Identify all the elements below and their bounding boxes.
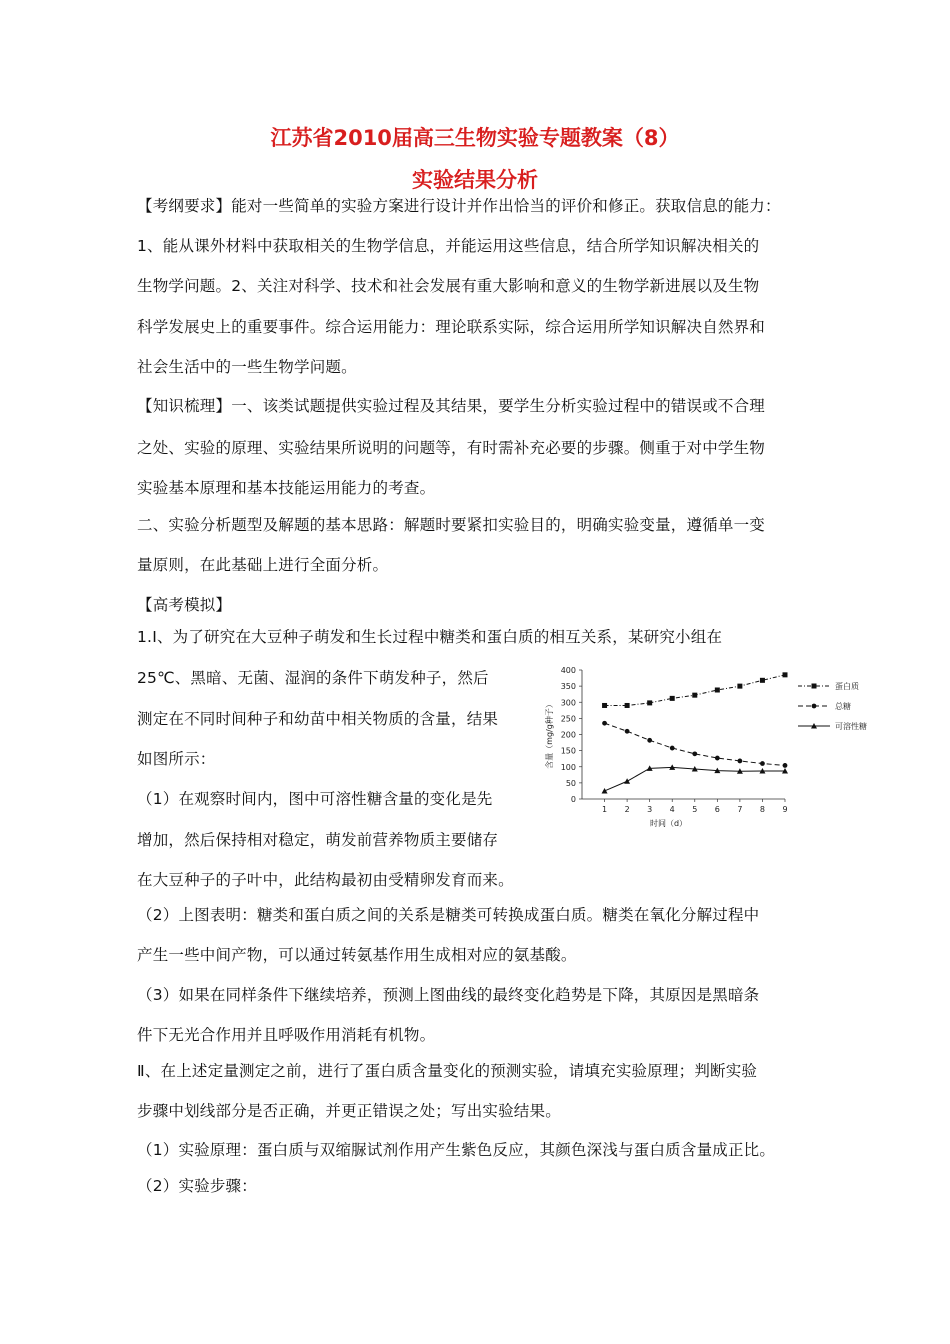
y-tick-label: 350: [560, 682, 576, 692]
data-point: [737, 684, 742, 689]
data-point: [760, 761, 765, 766]
paragraph-line: 25℃、黑暗、无菌、湿润的条件下萌发种子，然后: [137, 669, 489, 687]
paragraph-line: 之处、实验的原理、实验结果所说明的问题等，有时需补充必要的步骤。侧重于对中学生物: [137, 439, 766, 457]
x-tick-label: 6: [714, 805, 720, 814]
data-point: [783, 672, 788, 677]
legend-label: 可溶性糖: [835, 722, 867, 731]
data-point: [760, 678, 765, 683]
x-tick-label: 3: [647, 805, 653, 814]
data-point: [602, 703, 607, 708]
data-point: [602, 788, 608, 794]
paragraph-line: 在大豆种子的子叶中，此结构最初由受精卵发育而来。: [137, 871, 514, 889]
paragraph-line: 【知识梳理】一、该类试题提供实验过程及其结果，要学生分析实验过程中的错误或不合理: [137, 397, 766, 415]
paragraph-line: 【考纲要求】能对一些简单的实验方案进行设计并作出恰当的评价和修正。获取信息的能力：: [137, 197, 781, 215]
paragraph-line: 科学发展史上的重要事件。综合运用能力：理论联系实际，综合运用所学知识解决自然界和: [137, 318, 766, 336]
paragraph-line: （1）实验原理：蛋白质与双缩脲试剂作用产生紫色反应，其颜色深浅与蛋白质含量成正比。: [137, 1141, 776, 1159]
paragraph-line: （2）实验步骤：: [137, 1177, 257, 1195]
paragraph-line: 社会生活中的一些生物学问题。: [137, 358, 357, 376]
x-tick-label: 5: [692, 805, 698, 814]
paragraph-line: 量原则，在此基础上进行全面分析。: [137, 556, 389, 574]
content-chart: [540, 660, 880, 835]
data-point: [670, 696, 675, 701]
legend-label: 总糖: [835, 702, 851, 711]
paragraph-line: 产生一些中间产物，可以通过转氨基作用生成相对应的氨基酸。: [137, 946, 577, 964]
series-line-1: [605, 675, 785, 706]
paragraph-line: （2）上图表明：糖类和蛋白质之间的关系是糖类可转换成蛋白质。糖类在氧化分解过程中: [137, 906, 760, 924]
y-axis-title: 含量（mg/g种子）: [545, 700, 554, 769]
x-tick-label: 7: [737, 805, 743, 814]
data-point: [692, 751, 697, 756]
paragraph-line: 1、能从课外材料中获取相关的生物学信息，并能运用这些信息，结合所学知识解决相关的: [137, 237, 760, 255]
data-point: [625, 729, 630, 734]
data-point: [602, 721, 607, 726]
paragraph-line: 实验基本原理和基本技能运用能力的考查。: [137, 479, 436, 497]
x-tick-label: 9: [782, 805, 788, 814]
y-tick-label: 50: [565, 778, 576, 788]
y-tick-label: 400: [560, 666, 576, 675]
paragraph-line: 增加，然后保持相对稳定，萌发前营养物质主要储存: [137, 831, 499, 849]
y-tick-label: 0: [570, 795, 576, 804]
data-point: [670, 746, 675, 751]
data-point: [715, 687, 720, 692]
data-point: [647, 700, 652, 705]
y-tick-label: 250: [560, 714, 576, 724]
legend-marker: [812, 704, 817, 709]
document-subtitle: 实验结果分析: [412, 168, 538, 192]
series-line-2: [605, 723, 785, 765]
y-tick-label: 100: [560, 762, 576, 772]
paragraph-line: （3）如果在同样条件下继续培养，预测上图曲线的最终变化趋势是下降，其原因是黑暗条: [137, 986, 760, 1004]
data-point: [647, 738, 652, 743]
x-tick-label: 1: [602, 805, 608, 814]
paragraph-line: 1.Ⅰ、为了研究在大豆种子萌发和生长过程中糖类和蛋白质的相互关系，某研究小组在: [137, 628, 723, 646]
data-point: [737, 759, 742, 764]
paragraph-line: 生物学问题。2、关注对科学、技术和社会发展有重大影响和意义的生物学新进展以及生物: [137, 277, 760, 295]
paragraph-line: 如图所示：: [137, 750, 216, 768]
y-tick-label: 200: [560, 730, 576, 740]
chart-svg: [540, 660, 880, 835]
data-point: [692, 693, 697, 698]
x-tick-label: 8: [759, 805, 765, 814]
paragraph-line: 测定在不同时间种子和幼苗中相关物质的含量，结果: [137, 710, 499, 728]
paragraph-line: 件下无光合作用并且呼吸作用消耗有机物。: [137, 1026, 436, 1044]
y-tick-label: 150: [560, 746, 576, 756]
x-axis-title: 时间（d）: [649, 819, 688, 828]
paragraph-line: 步骤中划线部分是否正确，并更正错误之处；写出实验结果。: [137, 1102, 561, 1120]
data-point: [715, 756, 720, 761]
data-point: [783, 763, 788, 768]
x-tick-label: 4: [669, 805, 675, 814]
x-tick-label: 2: [624, 805, 630, 814]
paragraph-line: 二、实验分析题型及解题的基本思路：解题时要紧扣实验目的，明确实验变量，遵循单一变: [137, 516, 766, 534]
document-title: 江苏省2010届高三生物实验专题教案（8）: [270, 126, 680, 150]
y-tick-label: 300: [560, 698, 576, 708]
legend-marker: [812, 684, 817, 689]
legend-label: 蛋白质: [835, 682, 859, 691]
data-point: [625, 703, 630, 708]
section-heading: 【高考模拟】: [137, 596, 232, 614]
paragraph-line: Ⅱ、在上述定量测定之前，进行了蛋白质含量变化的预测实验，请填充实验原理；判断实验: [137, 1062, 758, 1080]
paragraph-line: （1）在观察时间内，图中可溶性糖含量的变化是先: [137, 790, 493, 808]
data-point: [624, 778, 630, 784]
